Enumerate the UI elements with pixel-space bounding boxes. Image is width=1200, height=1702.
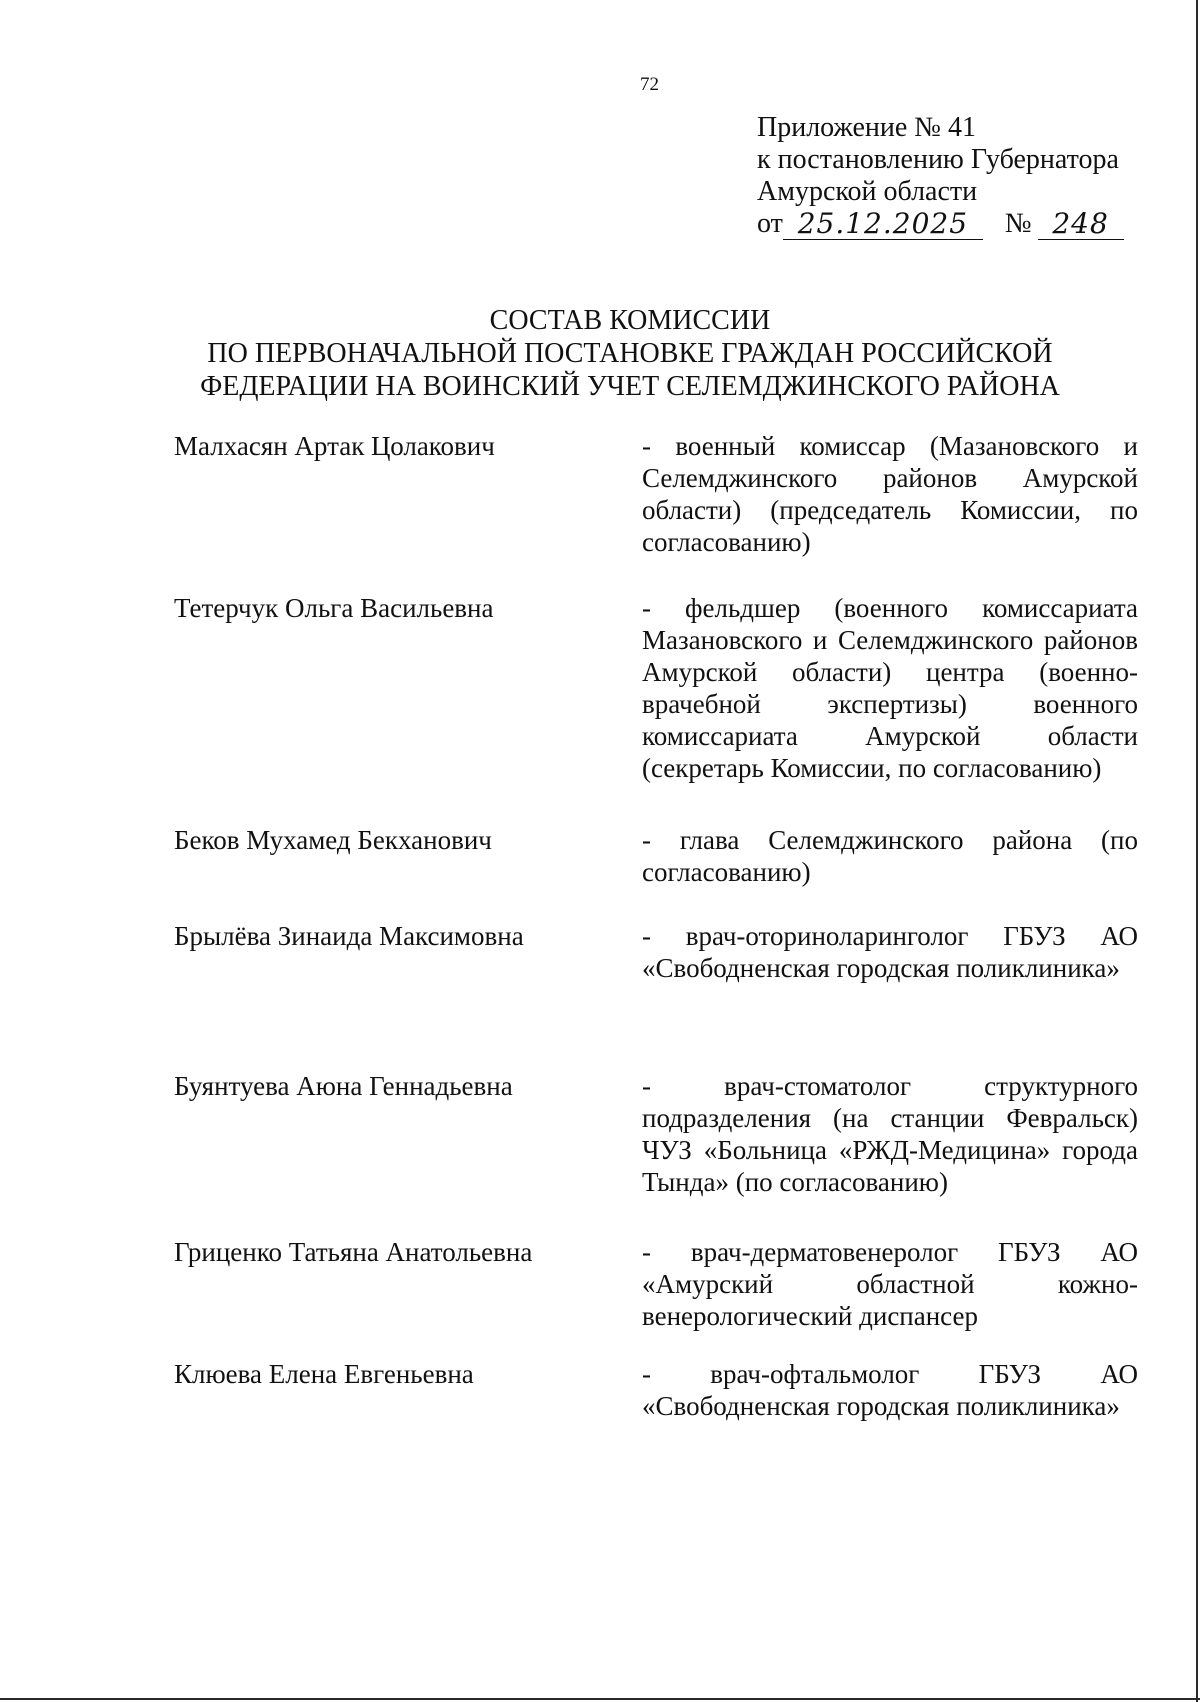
member-role: - врач-дерматовенеролог ГБУЗ АО «Амурский областной кожно-венерологический диспансер — [642, 1237, 1138, 1331]
appendix-region: Амурской области — [757, 176, 978, 207]
member-name: Гриценко Татьяна Анатольевна — [174, 1237, 533, 1267]
title-line-2: ПО ПЕРВОНАЧАЛЬНОЙ ПОСТАНОВКЕ ГРАЖДАН РОССИЙСКОЙ — [207, 338, 1053, 369]
date-prefix: от — [757, 208, 783, 239]
member-role: - военный комиссар (Мазановского и Селемджинского районов Амурской области) (председатель Комиссии, по согласованию) — [642, 431, 1138, 557]
title-line-1: СОСТАВ КОМИССИИ — [489, 305, 771, 336]
appendix-header — [757, 112, 1124, 240]
scan-right-edge — [1196, 0, 1198, 1702]
appendix-reference: к постановлению Губернатора — [757, 144, 1119, 175]
scan-bottom-edge — [0, 1698, 1200, 1700]
page-number: 72 — [640, 74, 659, 95]
document-title — [0, 304, 1200, 403]
appendix-number: Приложение № 41 — [757, 112, 976, 143]
title-line-3: ФЕДЕРАЦИИ НА ВОИНСКИЙ УЧЕТ СЕЛЕМДЖИНСКОГО РАЙОНА — [200, 371, 1060, 402]
member-name: Малхасян Артак Цолакович — [174, 431, 495, 461]
member-role: - врач-оториноларинголог ГБУЗ АО «Свободненская городская поликлиника» — [642, 921, 1138, 983]
handwritten-date: 25.12.2025 — [783, 209, 983, 240]
member-role: - фельдшер (военного комиссариата Мазановского и Селемджинского районов Амурской области) центра (военно-врачебной экспертизы) военного комиссариата Амурской области (секретарь Комиссии, по согласованию) — [642, 593, 1138, 783]
handwritten-number: 248 — [1038, 209, 1124, 240]
member-name: Беков Мухамед Бекханович — [174, 825, 492, 855]
member-name: Брылёва Зинаида Максимовна — [174, 921, 524, 951]
member-role: - врач-стоматолог структурного подразделения (на станции Февральск) ЧУЗ «Больница «РЖД-Медицина» города Тында» (по согласованию) — [642, 1071, 1138, 1197]
member-role: - глава Селемджинского района (по согласованию) — [642, 825, 1138, 887]
member-name: Клюева Елена Евгеньевна — [174, 1359, 474, 1389]
member-name: Тетерчук Ольга Васильевна — [174, 593, 494, 623]
member-name: Буянтуева Аюна Геннадьевна — [174, 1071, 513, 1101]
member-role: - врач-офтальмолог ГБУЗ АО «Свободненская городская поликлиника» — [642, 1359, 1138, 1421]
appendix-date-number-row — [757, 208, 1124, 240]
number-prefix: № — [1004, 208, 1032, 239]
